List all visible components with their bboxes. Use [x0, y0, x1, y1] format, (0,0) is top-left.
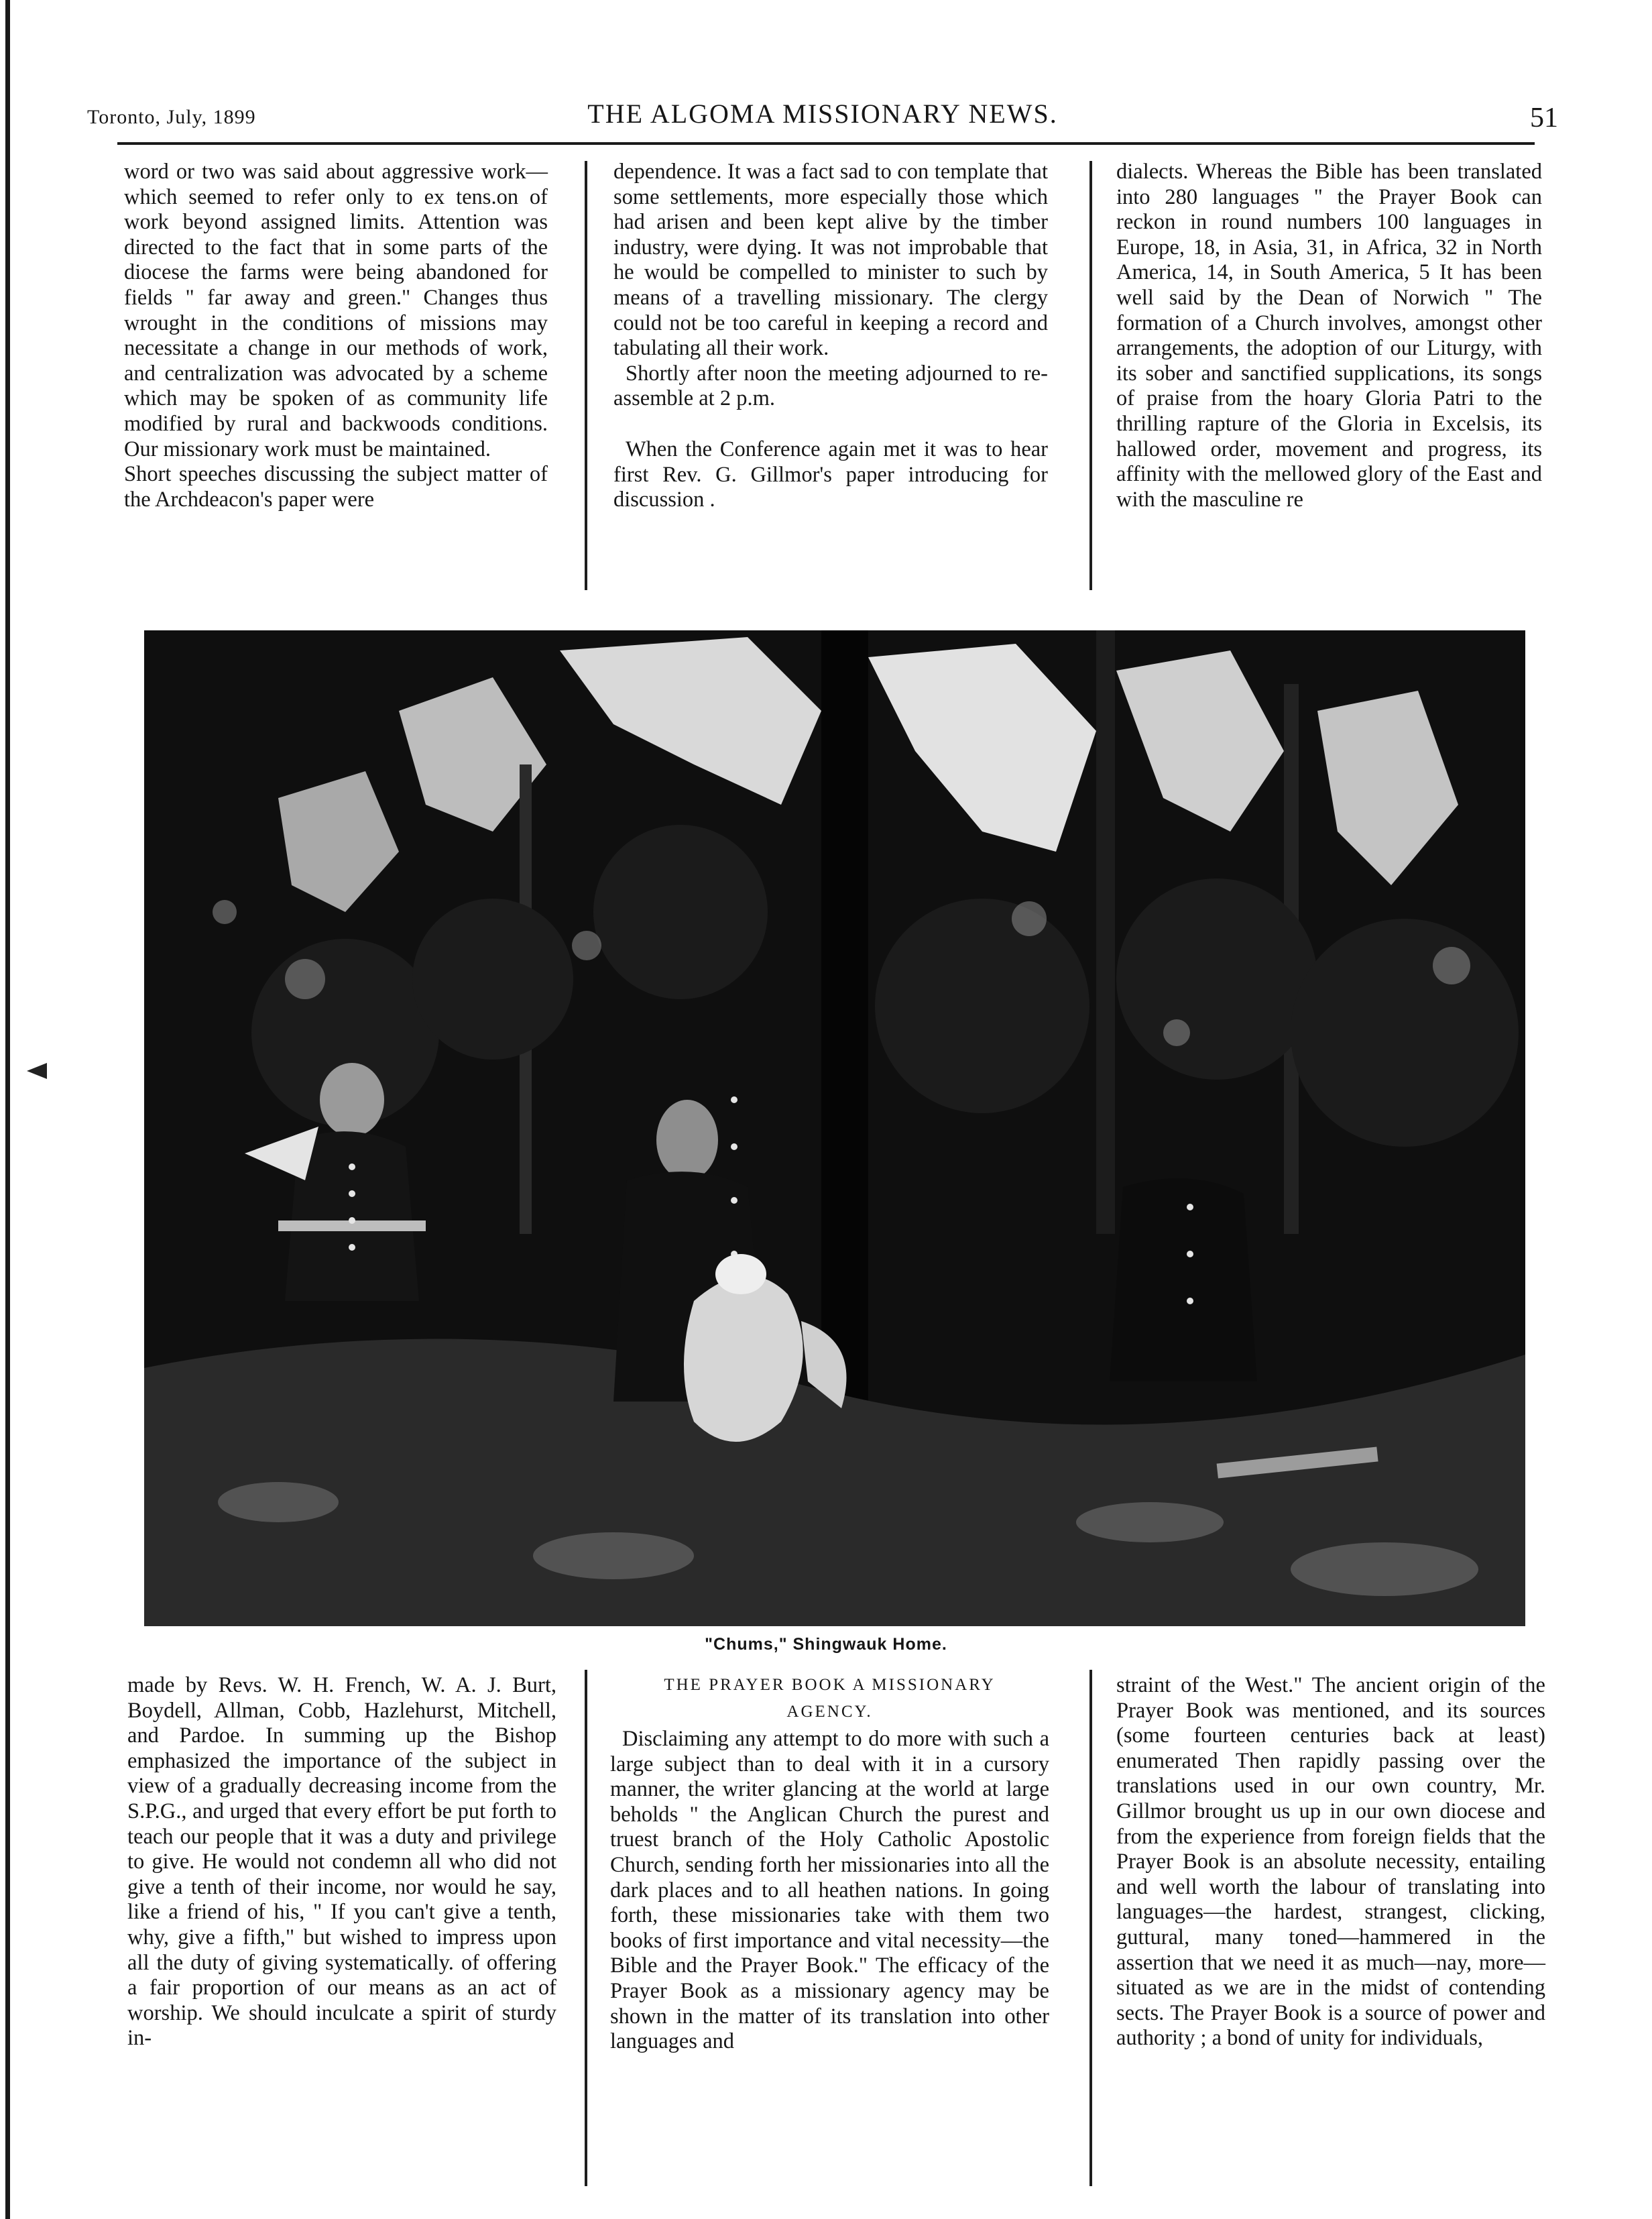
issue-date: Toronto, July, 1899	[87, 106, 256, 128]
paragraph: made by Revs. W. H. French, W. A. J. Burt, Boydell, Allman, Cobb, Hazlehurst, Mitchell, and Pardoe. In summing up the Bishop emphasized the importance of the subject in view of a gradually decreasing income from the S.P.G., and urged that every effort be put forth to teach our people that it was a duty and privilege to give. He would not condemn all who did not give a tenth of their income, nor would he say, like a friend of his, " If you can't give a tenth, why, give a fifth," but wished to impress upon all the duty of giving systematically. of offering a fair proportion of our means as an act of worship. We should inculcate a spirit of sturdy in-	[127, 1673, 556, 2051]
column-divider	[585, 1670, 587, 2186]
top-column-1	[124, 160, 548, 512]
paragraph: When the Conference again met it was to hear first Rev. G. Gillmor's paper introducing for discussion .	[613, 437, 1048, 512]
margin-arrow-mark	[27, 1063, 47, 1079]
paragraph: word or two was said about aggressive work—which seemed to refer only to ex tens.on of work beyond assigned limits. Attention was directed to the fact that in some parts of the diocese the farms were being abandoned for fields " far away and green." Changes thus wrought in the conditions of missions may necessitate a change in our methods of work, and centralization was advocated by a scheme which may be spoken of as community life modified by rural and backwoods conditions. Our missionary work must be maintained.	[124, 160, 548, 461]
top-column-2	[613, 160, 1048, 513]
section-heading-continued: AGENCY.	[786, 1703, 873, 1721]
paragraph: dependence. It was a fact sad to con template that some settlements, more especially those which had arisen and been kept alive by the timber industry, were dying. It was not improbable that he would be compelled to minister to such by means of a travelling missionary. The clergy could not be too careful in keeping a record and tabulating all their work.	[613, 160, 1048, 361]
page-header	[87, 94, 1558, 134]
page-binding-edge	[5, 0, 10, 2219]
top-column-3	[1116, 160, 1542, 512]
paragraph: Disclaiming any attempt to do more with such a large subject than to deal with it in a cursory manner, the writer glancing at the world at large beholds " the Anglican Church the purest and truest branch of the Holy Catholic Apostolic Church, sending forth her missionaries into all the dark places and to all heathen nations. In going forth, these missionaries take with them two books of first importance and vital necessity—the Bible and the Prayer Book." The efficacy of the Prayer Book as a missionary agency may be shown in the matter of its translation into other languages and	[610, 1727, 1049, 2054]
paragraph: Shortly after noon the meeting adjourned to re-assemble at 2 p.m.	[613, 361, 1048, 411]
section-heading: THE PRAYER BOOK A MISSIONARY	[664, 1676, 996, 1694]
bottom-column-3	[1116, 1673, 1545, 2051]
photograph-image	[144, 630, 1525, 1626]
header-rule	[117, 142, 1535, 145]
publication-title: THE ALGOMA MISSIONARY NEWS.	[587, 99, 1058, 129]
photograph	[144, 630, 1525, 1626]
photo-caption: "Chums," Shingwauk Home.	[705, 1635, 947, 1654]
paragraph: Short speeches discussing the subject matter of the Archdeacon's paper were	[124, 462, 548, 512]
column-divider	[1089, 161, 1092, 590]
paragraph: dialects. Whereas the Bible has been translated into 280 languages " the Prayer Book can reckon in round numbers 100 languages in Europe, 18, in Asia, 31, in Africa, 32 in North America, 14, in South America, 5 It has been well said by the Dean of Norwich " The formation of a Church involves, amongst other arrangements, the adoption of our Liturgy, with its sober and sanctified supplications, its songs of praise from the hoary Gloria Patri to the thrilling rapture of the Gloria in Excelsis, its hallowed order, movement and progress, its affinity with the mellowed glory of the East and with the masculine re	[1116, 160, 1542, 512]
bottom-column-2	[610, 1673, 1049, 2055]
bottom-column-1	[127, 1673, 556, 2051]
column-divider	[585, 161, 587, 590]
page-number: 51	[1530, 103, 1558, 133]
paragraph: straint of the West." The ancient origin of the Prayer Book was mentioned, and its sources (some fourteen centuries back at least) enumerated Then rapidly passing over the translations used in our own country, Mr. Gillmor brought us up in our own diocese and from the experience from foreign fields that the Prayer Book is an absolute necessity, entailing and well worth the labour of translating into languages—the hardest, strangest, clicking, guttural, many toned—hammered in the assertion that we need it as much—nay, more—situated as we are in the midst of contending sects. The Prayer Book is a source of power and authority ; a bond of unity for individuals,	[1116, 1673, 1545, 2051]
column-divider	[1089, 1670, 1092, 2186]
